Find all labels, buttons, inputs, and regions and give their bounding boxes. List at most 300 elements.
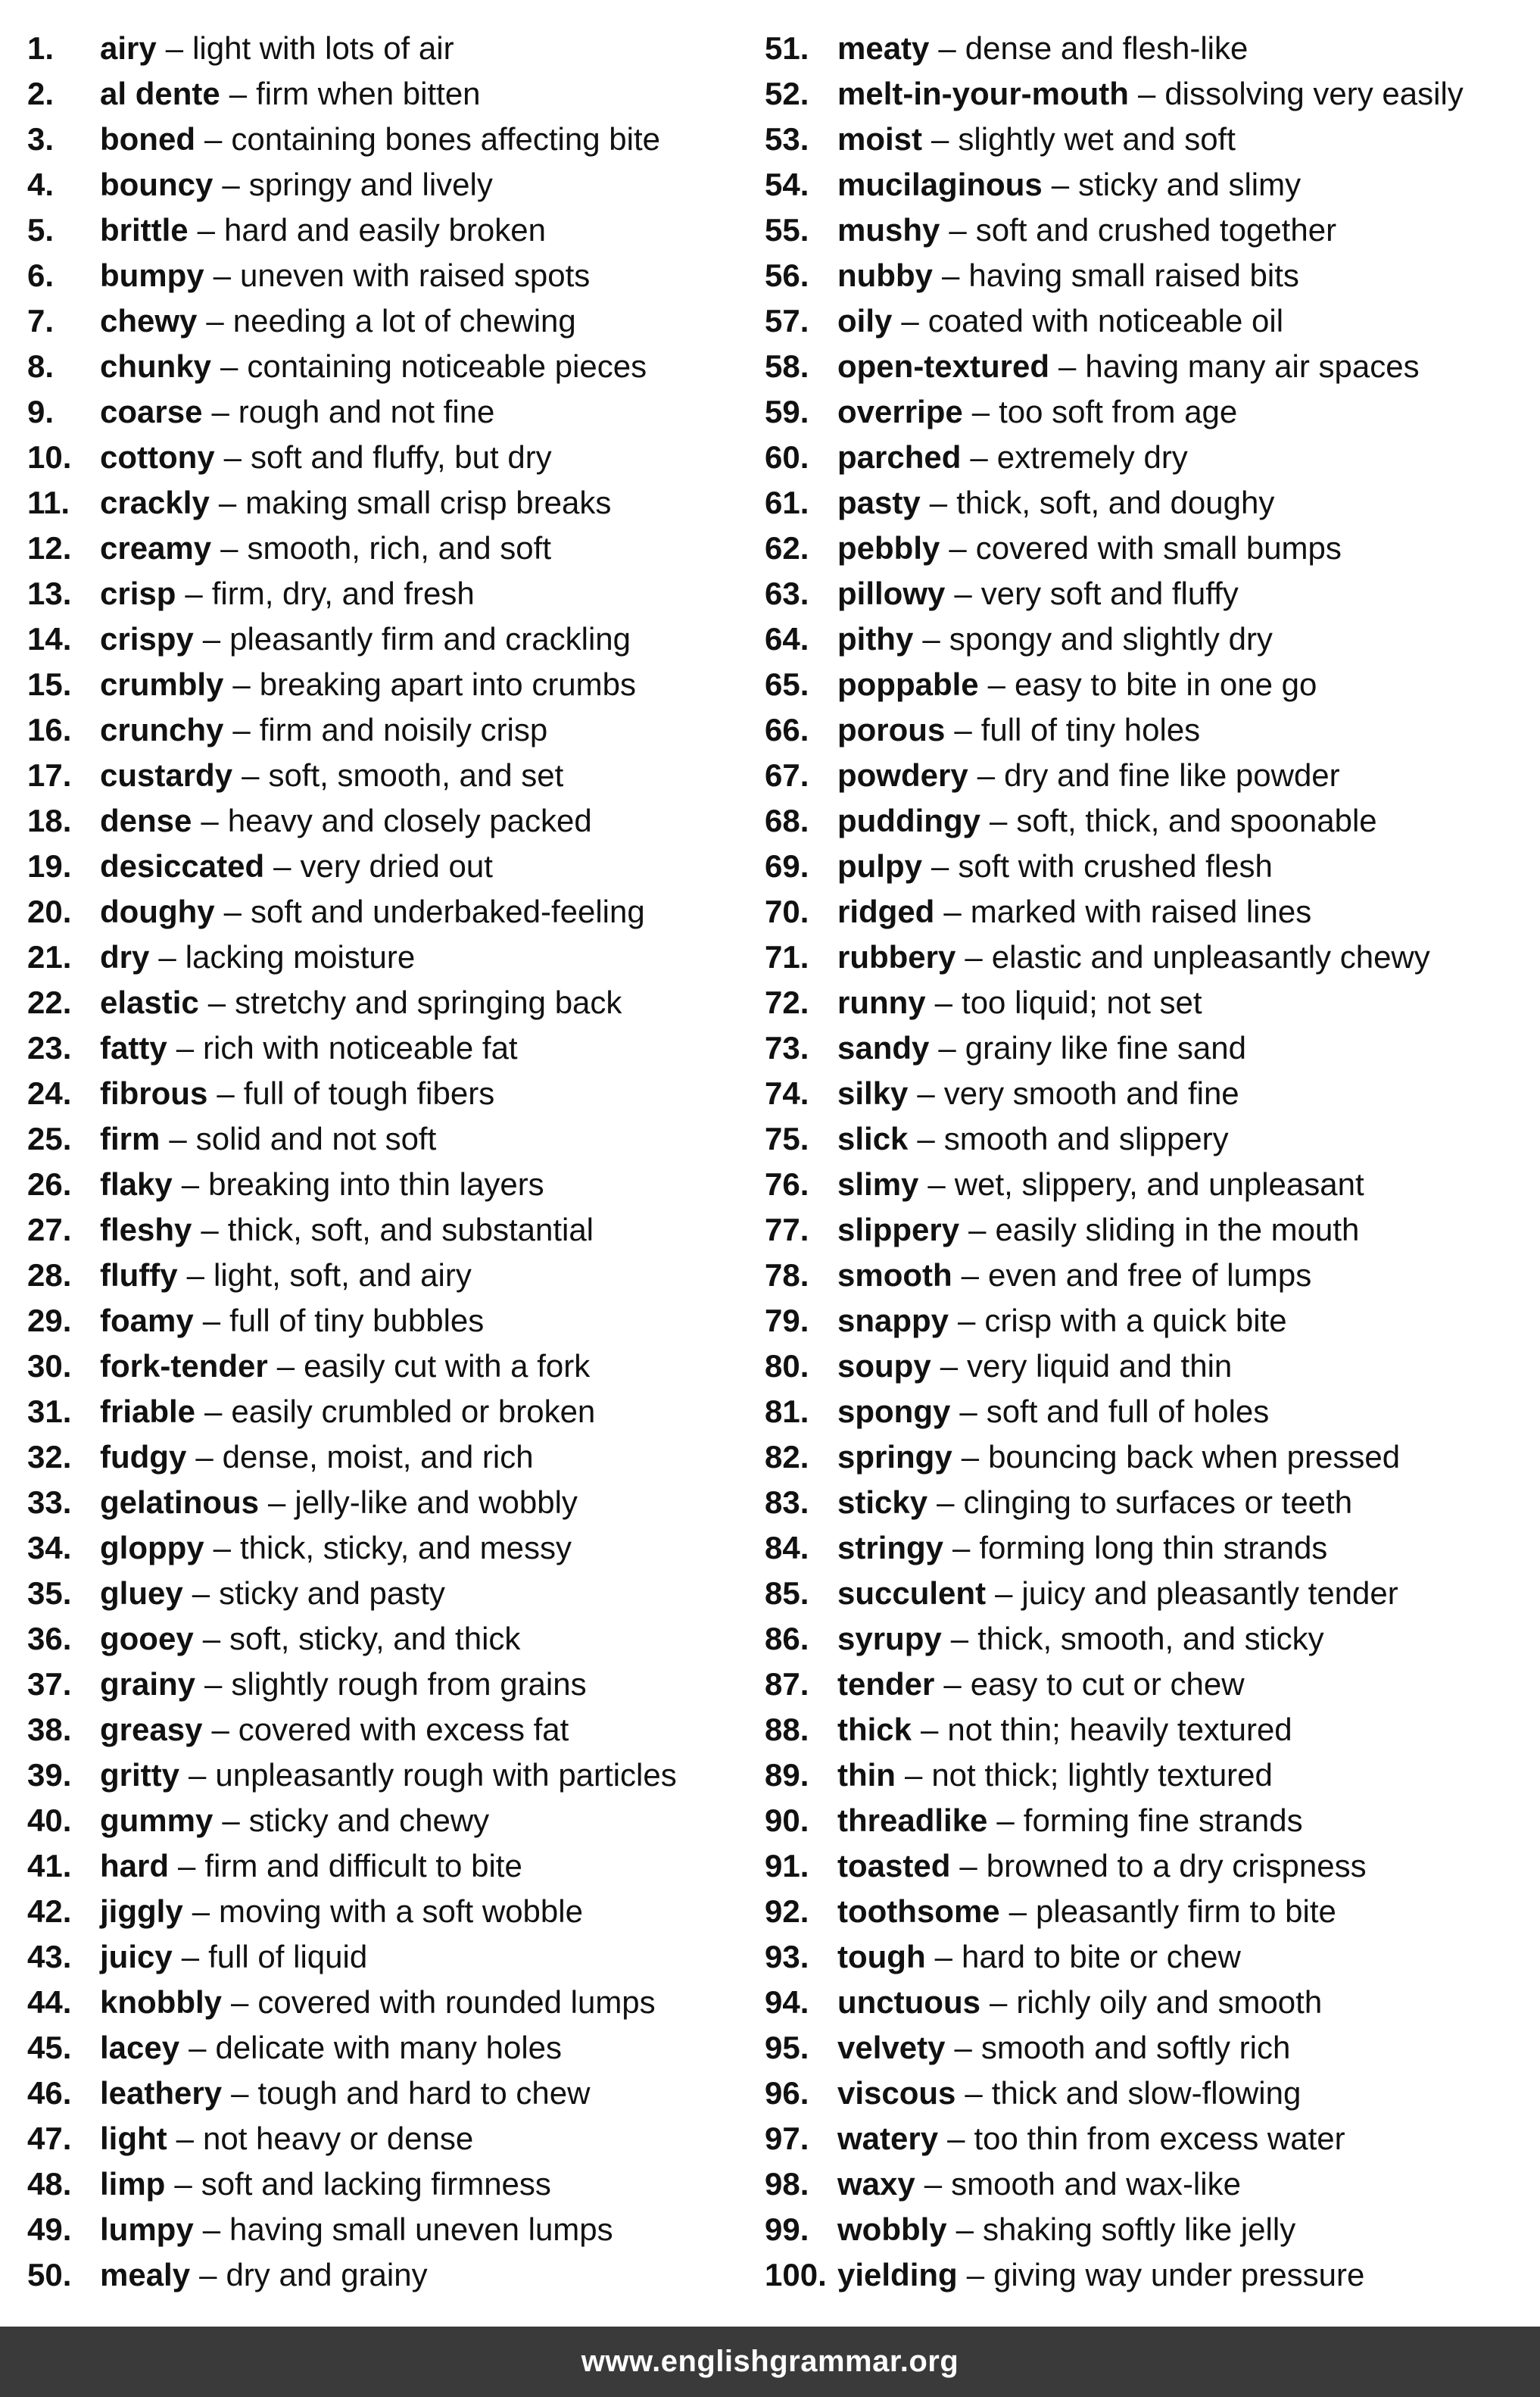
item-definition: easily cut with a fork [304, 1348, 591, 1384]
item-number: 64. [765, 621, 809, 657]
list-item [765, 1025, 1537, 1071]
item-definition: heavy and closely packed [227, 803, 592, 838]
item-definition: covered with rounded lumps [257, 1984, 656, 2020]
item-separator: – [189, 2030, 207, 2065]
item-number: 35. [27, 1575, 72, 1611]
item-term: soupy [837, 1348, 931, 1384]
item-number: 67. [765, 757, 809, 793]
item-term: pulpy [837, 848, 922, 884]
item-definition: easily crumbled or broken [231, 1394, 596, 1429]
list-item [27, 1116, 754, 1162]
item-separator: – [202, 1621, 221, 1656]
list-item [27, 253, 754, 298]
footer-website-text: www.englishgrammar.org [581, 2345, 959, 2378]
item-separator: – [931, 848, 949, 884]
item-number: 75. [765, 1121, 809, 1156]
item-term: grainy [100, 1666, 196, 1702]
item-term: spongy [837, 1394, 951, 1429]
item-term: crunchy [100, 712, 224, 748]
item-definition: hard to bite or chew [961, 1939, 1241, 1974]
item-number: 66. [765, 712, 809, 748]
item-definition: full of tiny holes [980, 712, 1201, 748]
item-term: thick [837, 1712, 912, 1747]
list-item [765, 1434, 1537, 1480]
item-definition: smooth and softly rich [980, 2030, 1291, 2065]
item-term: viscous [837, 2075, 956, 2111]
list-item [765, 1571, 1537, 1616]
item-separator: – [204, 1666, 223, 1702]
item-definition: bouncing back when pressed [988, 1439, 1401, 1475]
item-number: 98. [765, 2166, 809, 2202]
item-separator: – [904, 1757, 923, 1793]
item-separator: – [218, 485, 237, 520]
item-separator: – [213, 1530, 232, 1565]
list-item [765, 616, 1537, 662]
item-number: 33. [27, 1484, 72, 1520]
list-item [27, 1798, 754, 1843]
item-definition: smooth and wax-like [951, 2166, 1241, 2202]
item-term: porous [837, 712, 946, 748]
item-definition: moving with a soft wobble [219, 1893, 583, 1929]
item-number: 3. [27, 121, 55, 157]
item-number: 97. [765, 2121, 809, 2156]
item-definition: unpleasantly rough with particles [215, 1757, 677, 1793]
list-item [765, 162, 1537, 208]
item-separator: – [199, 2257, 217, 2292]
item-term: velvety [837, 2030, 946, 2065]
item-term: light [100, 2121, 167, 2156]
list-item [765, 526, 1537, 571]
item-separator: – [989, 1984, 1008, 2020]
item-number: 24. [27, 1075, 72, 1111]
item-number: 29. [27, 1303, 72, 1338]
item-definition: elastic and unpleasantly chewy [991, 939, 1430, 975]
item-number: 50. [27, 2257, 72, 2292]
list-item [765, 1889, 1537, 1934]
item-definition: very smooth and fine [943, 1075, 1239, 1111]
item-separator: – [931, 121, 949, 157]
item-number: 90. [765, 1802, 809, 1838]
item-separator: – [950, 1621, 969, 1656]
item-definition: containing bones affecting bite [231, 121, 660, 157]
item-definition: pleasantly firm and crackling [229, 621, 631, 657]
list-item [765, 2116, 1537, 2161]
item-number: 27. [27, 1212, 72, 1247]
item-separator: – [176, 2121, 194, 2156]
list-item [27, 435, 754, 480]
item-number: 40. [27, 1802, 72, 1838]
item-separator: – [901, 303, 919, 339]
item-term: creamy [100, 530, 212, 566]
list-item [27, 298, 754, 344]
item-number: 23. [27, 1030, 72, 1066]
item-separator: – [206, 303, 224, 339]
list-item [765, 798, 1537, 844]
item-number: 74. [765, 1075, 809, 1111]
item-definition: containing noticeable pieces [247, 348, 647, 384]
item-separator: – [211, 1712, 229, 1747]
item-term: gritty [100, 1757, 179, 1793]
item-term: lacey [100, 2030, 180, 2065]
item-separator: – [977, 757, 996, 793]
list-item [27, 1434, 754, 1480]
item-term: pithy [837, 621, 914, 657]
item-definition: breaking apart into crumbs [259, 666, 637, 702]
item-separator: – [987, 666, 1006, 702]
item-definition: making small crisp breaks [245, 485, 612, 520]
item-number: 12. [27, 530, 72, 566]
item-term: fork-tender [100, 1348, 268, 1384]
item-number: 94. [765, 1984, 809, 2020]
item-number: 100. [765, 2257, 827, 2292]
item-term: chunky [100, 348, 212, 384]
item-separator: – [934, 1939, 952, 1974]
item-term: elastic [100, 985, 199, 1020]
item-term: greasy [100, 1712, 203, 1747]
item-definition: richly oily and smooth [1016, 1984, 1323, 2020]
list-item [27, 26, 754, 71]
item-number: 70. [765, 894, 809, 929]
item-definition: soft and crushed together [975, 212, 1337, 248]
item-separator: – [204, 1394, 223, 1429]
item-term: succulent [837, 1575, 987, 1611]
item-term: desiccated [100, 848, 265, 884]
item-definition: springy and lively [248, 167, 493, 202]
item-term: parched [837, 439, 962, 475]
item-definition: full of liquid [208, 1939, 368, 1974]
item-separator: – [922, 621, 940, 657]
item-definition: hard and easily broken [224, 212, 546, 248]
item-separator: – [231, 2075, 249, 2111]
list-item [27, 1571, 754, 1616]
item-number: 89. [765, 1757, 809, 1793]
item-separator: – [217, 1075, 235, 1111]
list-item [765, 389, 1537, 435]
list-item [765, 1525, 1537, 1571]
item-separator: – [229, 76, 248, 111]
list-item [27, 389, 754, 435]
item-definition: dry and fine like powder [1004, 757, 1340, 793]
item-definition: shaking softly like jelly [983, 2211, 1296, 2247]
item-number: 1. [27, 30, 55, 66]
item-number: 60. [765, 439, 809, 475]
item-separator: – [1051, 167, 1070, 202]
item-separator: – [178, 1848, 196, 1884]
item-number: 51. [765, 30, 809, 66]
list-item [765, 298, 1537, 344]
item-definition: thick and slow-flowing [991, 2075, 1302, 2111]
item-separator: – [176, 1030, 195, 1066]
item-separator: – [1137, 76, 1156, 111]
item-separator: – [917, 1121, 935, 1156]
item-term: chewy [100, 303, 198, 339]
item-number: 7. [27, 303, 55, 339]
item-term: flaky [100, 1166, 173, 1202]
item-term: crisp [100, 576, 176, 611]
item-number: 93. [765, 1939, 809, 1974]
item-definition: having small uneven lumps [229, 2211, 613, 2247]
list-item [27, 344, 754, 389]
list-item [765, 1707, 1537, 1752]
list-item [765, 2207, 1537, 2252]
item-number: 38. [27, 1712, 72, 1747]
item-separator: – [924, 2166, 943, 2202]
item-number: 92. [765, 1893, 809, 1929]
item-number: 31. [27, 1394, 72, 1429]
item-term: oily [837, 303, 893, 339]
item-number: 6. [27, 257, 55, 293]
item-definition: breaking into thin layers [208, 1166, 544, 1202]
item-term: dry [100, 939, 150, 975]
list-item [765, 71, 1537, 117]
item-separator: – [223, 894, 242, 929]
item-number: 43. [27, 1939, 72, 1974]
item-definition: coated with noticeable oil [927, 303, 1284, 339]
item-definition: slightly wet and soft [958, 121, 1236, 157]
item-definition: very soft and fluffy [980, 576, 1239, 611]
item-definition: light, soft, and airy [214, 1257, 472, 1293]
item-definition: very dried out [300, 848, 493, 884]
list-item [765, 1344, 1537, 1389]
item-definition: thick, sticky, and messy [240, 1530, 572, 1565]
item-separator: – [202, 621, 221, 657]
item-term: overripe [837, 394, 963, 429]
item-separator: – [165, 30, 184, 66]
list-item [27, 980, 754, 1025]
item-number: 55. [765, 212, 809, 248]
item-definition: dissolving very easily [1164, 76, 1464, 111]
item-separator: – [232, 666, 251, 702]
item-term: pebbly [837, 530, 940, 566]
list-item [765, 208, 1537, 253]
item-definition: firm, dry, and fresh [211, 576, 475, 611]
list-item [765, 1843, 1537, 1889]
item-term: nubby [837, 257, 933, 293]
item-term: jiggly [100, 1893, 183, 1929]
list-item [27, 1707, 754, 1752]
item-separator: – [276, 1348, 295, 1384]
item-number: 44. [27, 1984, 72, 2020]
item-term: runny [837, 985, 926, 1020]
list-item [27, 662, 754, 707]
item-number: 73. [765, 1030, 809, 1066]
item-term: bumpy [100, 257, 204, 293]
item-term: crackly [100, 485, 210, 520]
item-number: 72. [765, 985, 809, 1020]
item-definition: clinging to surfaces or teeth [963, 1484, 1353, 1520]
list-item [27, 1071, 754, 1116]
item-number: 71. [765, 939, 809, 975]
item-definition: easy to cut or chew [970, 1666, 1245, 1702]
item-definition: grainy like fine sand [965, 1030, 1246, 1066]
item-separator: – [268, 1484, 286, 1520]
item-definition: too soft from age [999, 394, 1238, 429]
item-number: 80. [765, 1348, 809, 1384]
list-item [765, 344, 1537, 389]
item-definition: juicy and pleasantly tender [1021, 1575, 1398, 1611]
list-item [765, 2252, 1537, 2298]
item-separator: – [965, 939, 983, 975]
item-definition: marked with raised lines [970, 894, 1312, 929]
item-separator: – [954, 576, 972, 611]
item-term: powdery [837, 757, 968, 793]
item-separator: – [207, 985, 226, 1020]
item-definition: soft and full of holes [986, 1394, 1270, 1429]
item-separator: – [954, 712, 972, 748]
item-definition: soft, smooth, and set [268, 757, 564, 793]
item-definition: smooth and slippery [943, 1121, 1229, 1156]
list-item [765, 1389, 1537, 1434]
item-term: mealy [100, 2257, 191, 2292]
item-definition: wet, slippery, and unpleasant [954, 1166, 1364, 1202]
list-item [27, 707, 754, 753]
item-definition: soft and fluffy, but dry [251, 439, 552, 475]
list-item [27, 1616, 754, 1662]
list-item [27, 2207, 754, 2252]
item-term: wobbly [837, 2211, 947, 2247]
list-item [27, 1344, 754, 1389]
list-item [27, 2252, 754, 2298]
list-item [27, 71, 754, 117]
item-number: 9. [27, 394, 55, 429]
item-term: thin [837, 1757, 896, 1793]
item-definition: browned to a dry crispness [986, 1848, 1367, 1884]
item-definition: pleasantly firm to bite [1036, 1893, 1336, 1929]
item-separator: – [959, 1848, 977, 1884]
list-item [27, 935, 754, 980]
item-number: 22. [27, 985, 72, 1020]
list-item [27, 571, 754, 616]
item-term: tough [837, 1939, 926, 1974]
item-term: lumpy [100, 2211, 194, 2247]
item-separator: – [917, 1075, 935, 1111]
item-definition: tough and hard to chew [257, 2075, 591, 2111]
item-definition: having small raised bits [968, 257, 1299, 293]
item-separator: – [220, 530, 238, 566]
item-definition: sticky and chewy [248, 1802, 490, 1838]
item-definition: delicate with many holes [215, 2030, 563, 2065]
item-number: 2. [27, 76, 55, 111]
list-item [27, 117, 754, 162]
item-definition: lacking moisture [185, 939, 416, 975]
item-separator: – [934, 985, 953, 1020]
item-definition: forming long thin strands [979, 1530, 1328, 1565]
item-number: 15. [27, 666, 72, 702]
list-item [765, 571, 1537, 616]
item-term: waxy [837, 2166, 915, 2202]
item-definition: forming fine strands [1023, 1802, 1303, 1838]
item-separator: – [1008, 1893, 1027, 1929]
item-term: cottony [100, 439, 215, 475]
list-item [27, 1207, 754, 1253]
item-number: 65. [765, 666, 809, 702]
item-term: meaty [837, 30, 930, 66]
item-term: slick [837, 1121, 909, 1156]
item-term: snappy [837, 1303, 949, 1338]
item-separator: – [937, 1484, 955, 1520]
list-item [765, 26, 1537, 71]
item-separator: – [211, 394, 229, 429]
list-item [765, 1662, 1537, 1707]
item-separator: – [181, 1939, 200, 1974]
item-term: gluey [100, 1575, 183, 1611]
item-separator: – [1058, 348, 1077, 384]
item-definition: soft with crushed flesh [958, 848, 1273, 884]
item-term: slimy [837, 1166, 919, 1202]
item-separator: – [222, 167, 240, 202]
item-definition: slightly rough from grains [231, 1666, 587, 1702]
item-definition: covered with small bumps [975, 530, 1342, 566]
item-definition: needing a lot of chewing [232, 303, 576, 339]
item-term: slippery [837, 1212, 960, 1247]
item-number: 78. [765, 1257, 809, 1293]
list-item [27, 844, 754, 889]
item-separator: – [192, 1893, 210, 1929]
list-item [765, 435, 1537, 480]
item-term: springy [837, 1439, 952, 1475]
list-item [765, 1798, 1537, 1843]
item-term: juicy [100, 1939, 173, 1974]
item-definition: not heavy or dense [203, 2121, 474, 2156]
item-definition: too liquid; not set [962, 985, 1202, 1020]
list-item [27, 1662, 754, 1707]
item-separator: – [959, 1394, 977, 1429]
item-definition: giving way under pressure [993, 2257, 1365, 2292]
list-item [765, 1162, 1537, 1207]
item-number: 85. [765, 1575, 809, 1611]
item-definition: not thin; heavily textured [947, 1712, 1292, 1747]
item-number: 62. [765, 530, 809, 566]
item-number: 95. [765, 2030, 809, 2065]
item-term: fudgy [100, 1439, 187, 1475]
item-definition: having many air spaces [1085, 348, 1420, 384]
item-definition: extremely dry [996, 439, 1188, 475]
item-number: 77. [765, 1212, 809, 1247]
item-number: 39. [27, 1757, 72, 1793]
item-number: 86. [765, 1621, 809, 1656]
item-definition: spongy and slightly dry [949, 621, 1273, 657]
item-number: 99. [765, 2211, 809, 2247]
list-item [27, 1843, 754, 1889]
item-definition: thick, soft, and substantial [227, 1212, 594, 1247]
item-number: 96. [765, 2075, 809, 2111]
list-item [27, 1298, 754, 1344]
item-term: hard [100, 1848, 170, 1884]
item-definition: light with lots of air [192, 30, 454, 66]
item-separator: – [186, 1257, 205, 1293]
item-number: 18. [27, 803, 72, 838]
item-number: 57. [765, 303, 809, 339]
list-item [27, 616, 754, 662]
item-definition: smooth, rich, and soft [247, 530, 552, 566]
item-number: 34. [27, 1530, 72, 1565]
item-number: 46. [27, 2075, 72, 2111]
item-number: 53. [765, 121, 809, 157]
item-term: doughy [100, 894, 215, 929]
list-item [27, 1162, 754, 1207]
item-separator: – [970, 439, 988, 475]
item-definition: too thin from excess water [974, 2121, 1345, 2156]
item-separator: – [192, 1575, 210, 1611]
list-item [27, 1253, 754, 1298]
item-separator: – [966, 2257, 985, 2292]
item-definition: easily sliding in the mouth [995, 1212, 1360, 1247]
item-term: coarse [100, 394, 203, 429]
item-number: 19. [27, 848, 72, 884]
item-separator: – [941, 257, 960, 293]
list-item [27, 2071, 754, 2116]
list-item [765, 1752, 1537, 1798]
